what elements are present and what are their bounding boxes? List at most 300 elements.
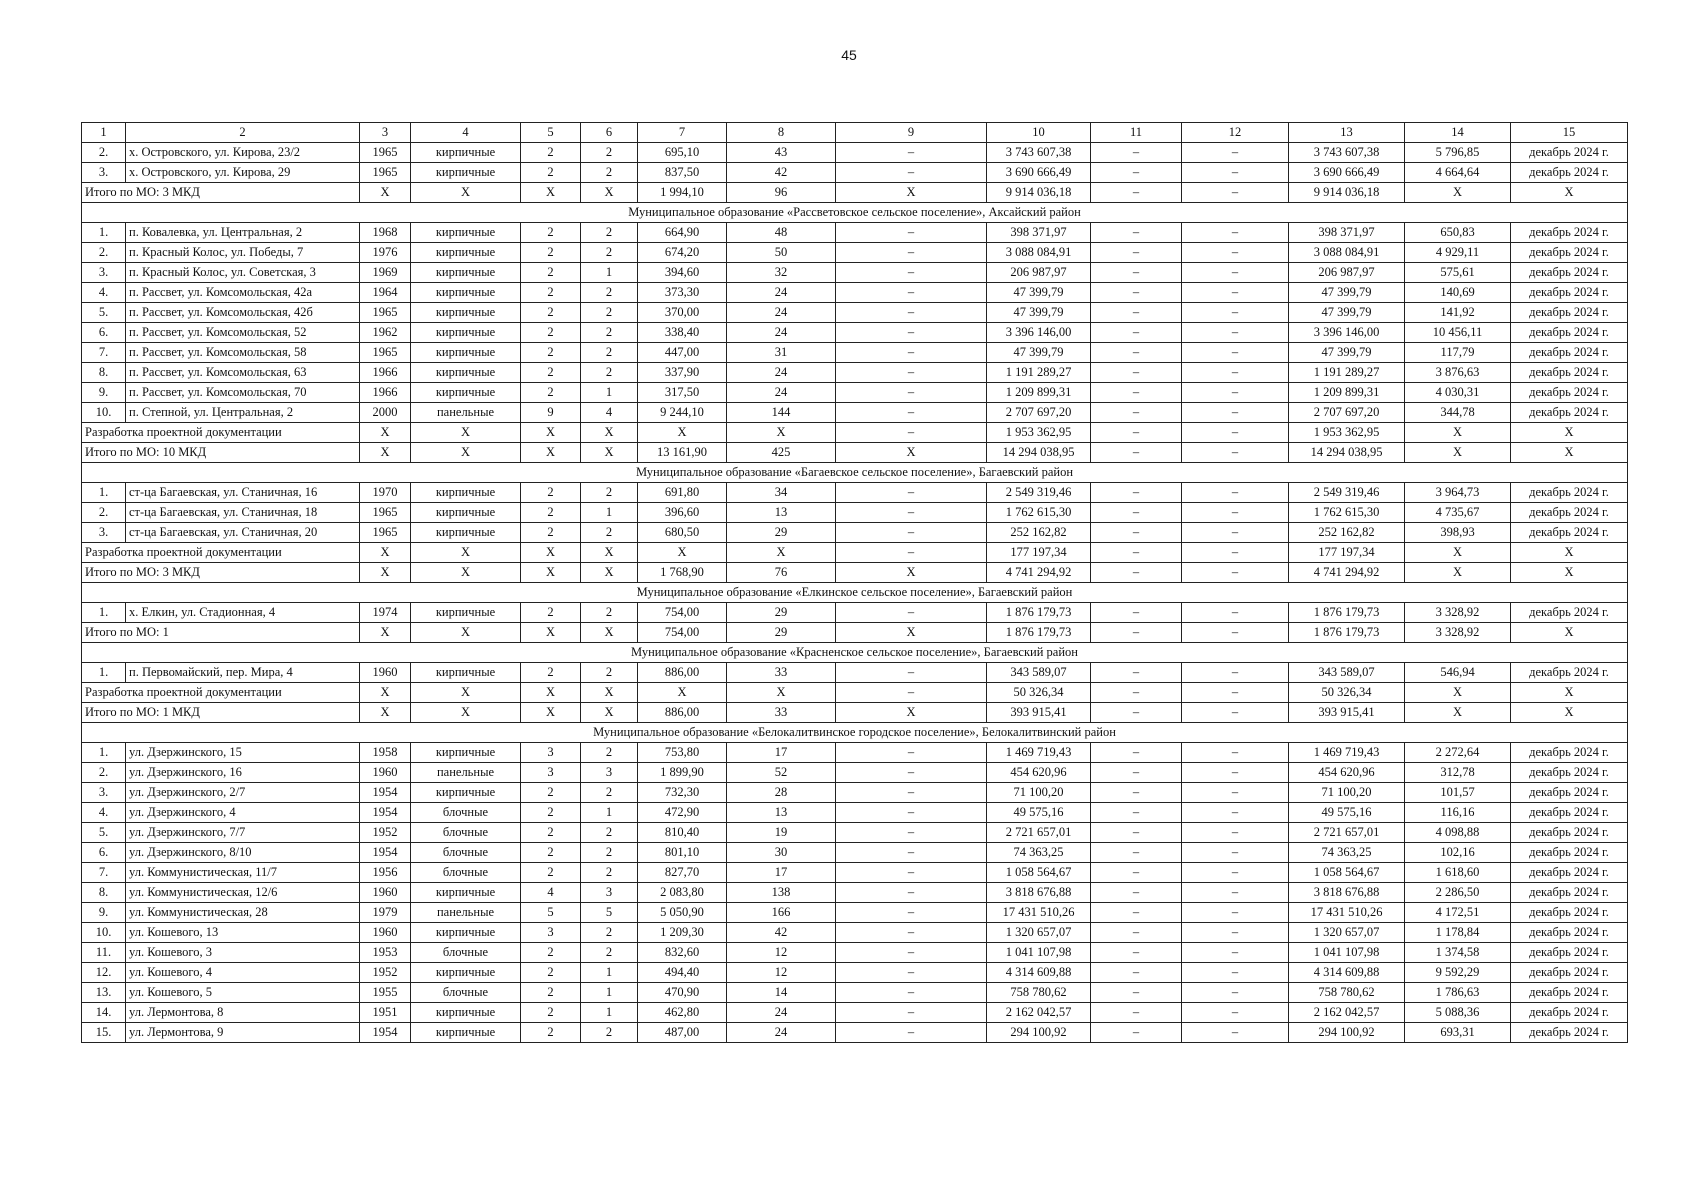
table-cell: 454 620,96 [987,763,1091,783]
address-cell: ул. Кошевого, 3 [126,943,360,963]
summary-cell: X [581,183,638,203]
table-cell: 2 721 657,01 [1289,823,1405,843]
table-cell: 206 987,97 [987,263,1091,283]
table-cell: 2 [521,943,581,963]
table-cell: – [836,743,987,763]
table-cell: 17 431 510,26 [987,903,1091,923]
summary-cell: X [727,683,836,703]
table-cell: 1968 [360,223,411,243]
table-row [82,363,1628,383]
section-header-row [82,203,1628,223]
table-cell: 30 [727,843,836,863]
summary-cell: X [1405,703,1511,723]
summary-cell: 1 768,90 [638,563,727,583]
table-cell: 398 371,97 [987,223,1091,243]
table-cell: 3 690 666,49 [1289,163,1405,183]
table-cell: 1960 [360,923,411,943]
table-cell: 47 399,79 [987,343,1091,363]
table-cell: декабрь 2024 г. [1511,963,1628,983]
table-cell: 24 [727,1023,836,1043]
table-cell: 2 707 697,20 [1289,403,1405,423]
table-cell: 47 399,79 [1289,343,1405,363]
table-cell: 2 707 697,20 [987,403,1091,423]
table-cell: 1 320 657,07 [1289,923,1405,943]
row-number: 1. [82,223,126,243]
table-cell: 1960 [360,883,411,903]
table-cell: 2 [521,663,581,683]
table-cell: декабрь 2024 г. [1511,143,1628,163]
table-cell: декабрь 2024 г. [1511,283,1628,303]
table-cell: 24 [727,283,836,303]
summary-cell: – [1182,623,1289,643]
table-cell: 24 [727,303,836,323]
table-cell: – [1091,943,1182,963]
table-cell: кирпичные [411,503,521,523]
table-cell: 1976 [360,243,411,263]
table-cell: 837,50 [638,163,727,183]
table-cell: декабрь 2024 г. [1511,163,1628,183]
summary-cell: X [581,423,638,443]
table-cell: 2 [581,863,638,883]
table-cell: – [836,383,987,403]
page-number: 45 [841,47,857,63]
table-cell: 2 721 657,01 [987,823,1091,843]
table-cell: 4 314 609,88 [1289,963,1405,983]
table-cell: 1979 [360,903,411,923]
table-cell: 2 [521,343,581,363]
summary-cell: X [836,443,987,463]
table-cell: – [1091,283,1182,303]
table-cell: 1 041 107,98 [1289,943,1405,963]
table-cell: – [836,483,987,503]
table-cell: 691,80 [638,483,727,503]
table-cell: 10 456,11 [1405,323,1511,343]
table-cell: 2 [521,163,581,183]
table-cell: – [1182,803,1289,823]
table-cell: 3 [521,763,581,783]
address-cell: ул. Лермонтова, 8 [126,1003,360,1023]
summary-label: Итого по МО: 1 [82,623,360,643]
summary-cell: 9 914 036,18 [987,183,1091,203]
table-cell: кирпичные [411,923,521,943]
table-cell: 2 [521,243,581,263]
table-cell: 117,79 [1405,343,1511,363]
table-cell: декабрь 2024 г. [1511,983,1628,1003]
table-cell: 2 [521,963,581,983]
table-cell: 1 [581,263,638,283]
summary-cell: 393 915,41 [987,703,1091,723]
table-cell: – [1182,403,1289,423]
column-number-cell: 2 [126,123,360,143]
address-cell: ул. Коммунистическая, 28 [126,903,360,923]
column-number-cell: 3 [360,123,411,143]
table-cell: декабрь 2024 г. [1511,483,1628,503]
table-cell: – [836,403,987,423]
table-cell: 343 589,07 [1289,663,1405,683]
summary-label: Итого по МО: 1 МКД [82,703,360,723]
summary-cell: 14 294 038,95 [1289,443,1405,463]
summary-cell: X [360,183,411,203]
row-number: 4. [82,803,126,823]
table-cell: 2 [521,483,581,503]
address-cell: ст-ца Багаевская, ул. Станичная, 18 [126,503,360,523]
summary-cell: X [836,183,987,203]
table-cell: 2 [521,263,581,283]
table-cell: – [1182,923,1289,943]
summary-cell: X [360,563,411,583]
table-cell: панельные [411,903,521,923]
row-number: 2. [82,243,126,263]
table-row [82,983,1628,1003]
table-cell: 1960 [360,663,411,683]
table-cell: 695,10 [638,143,727,163]
address-cell: п. Рассвет, ул. Комсомольская, 42а [126,283,360,303]
summary-cell: – [1091,423,1182,443]
table-cell: 312,78 [1405,763,1511,783]
table-cell: панельные [411,403,521,423]
table-cell: – [1182,303,1289,323]
table-cell: декабрь 2024 г. [1511,503,1628,523]
section-header-row [82,723,1628,743]
table-cell: – [1182,843,1289,863]
table-cell: 2 [581,603,638,623]
table-cell: – [836,303,987,323]
summary-label: Разработка проектной документации [82,423,360,443]
table-cell: – [836,243,987,263]
summary-label: Итого по МО: 10 МКД [82,443,360,463]
row-number: 1. [82,603,126,623]
summary-cell: 76 [727,563,836,583]
table-cell: 753,80 [638,743,727,763]
summary-cell: X [1511,683,1628,703]
table-cell: 2000 [360,403,411,423]
table-cell: 28 [727,783,836,803]
table-cell: 42 [727,163,836,183]
table-cell: 48 [727,223,836,243]
row-number: 7. [82,343,126,363]
table-cell: 138 [727,883,836,903]
table-row [82,1003,1628,1023]
table-cell: 2 [521,783,581,803]
table-cell: 2 [581,323,638,343]
table-cell: 1965 [360,503,411,523]
table-cell: 4 [581,403,638,423]
table-cell: 2 [521,363,581,383]
table-cell: 2 [521,143,581,163]
summary-row [82,443,1628,463]
row-number: 6. [82,843,126,863]
table-row [82,283,1628,303]
address-cell: п. Первомайский, пер. Мира, 4 [126,663,360,683]
table-cell: 166 [727,903,836,923]
table-row [82,343,1628,363]
row-number: 2. [82,503,126,523]
table-row [82,223,1628,243]
table-cell: 1 876 179,73 [1289,603,1405,623]
summary-cell: X [1405,423,1511,443]
table-cell: декабрь 2024 г. [1511,863,1628,883]
table-cell: 1 374,58 [1405,943,1511,963]
table-cell: – [1091,403,1182,423]
table-cell: 2 [581,663,638,683]
table-cell: 2 [581,1023,638,1043]
address-cell: ул. Дзержинского, 2/7 [126,783,360,803]
summary-cell: 9 914 036,18 [1289,183,1405,203]
table-cell: 2 [521,983,581,1003]
table-cell: – [1091,903,1182,923]
summary-cell: 754,00 [638,623,727,643]
table-cell: 1952 [360,963,411,983]
table-cell: 3 743 607,38 [987,143,1091,163]
address-cell: ул. Кошевого, 4 [126,963,360,983]
table-cell: 1 786,63 [1405,983,1511,1003]
table-cell: – [1091,363,1182,383]
table-cell: – [836,763,987,783]
table-cell: 2 [581,523,638,543]
table-cell: – [1182,663,1289,683]
table-cell: кирпичные [411,283,521,303]
table-cell: 3 [521,923,581,943]
table-cell: 398 371,97 [1289,223,1405,243]
summary-cell: X [521,703,581,723]
table-cell: декабрь 2024 г. [1511,243,1628,263]
table-cell: 140,69 [1405,283,1511,303]
table-cell: 32 [727,263,836,283]
table-row [82,403,1628,423]
summary-cell: X [411,703,521,723]
summary-cell: – [1091,543,1182,563]
table-cell: – [1182,943,1289,963]
summary-cell: X [360,543,411,563]
table-cell: 1 178,84 [1405,923,1511,943]
table-cell: 74 363,25 [1289,843,1405,863]
table-cell: 370,00 [638,303,727,323]
column-number-cell: 12 [1182,123,1289,143]
summary-cell: X [1511,183,1628,203]
table-cell: 252 162,82 [1289,523,1405,543]
table-row [82,963,1628,983]
column-number-cell: 6 [581,123,638,143]
table-row [82,483,1628,503]
table-cell: 680,50 [638,523,727,543]
address-cell: п. Рассвет, ул. Комсомольская, 42б [126,303,360,323]
summary-cell: 886,00 [638,703,727,723]
table-cell: 2 [581,743,638,763]
table-cell: 344,78 [1405,403,1511,423]
table-cell: – [1091,763,1182,783]
summary-cell: X [638,543,727,563]
address-cell: ул. Кошевого, 5 [126,983,360,1003]
table-row [82,883,1628,903]
summary-cell: X [836,703,987,723]
table-cell: 472,90 [638,803,727,823]
table-cell: 9 244,10 [638,403,727,423]
summary-label: Итого по МО: 3 МКД [82,183,360,203]
section-title: Муниципальное образование «Рассветовское сельское поселение», Аксайский район [82,203,1628,223]
table-cell: 801,10 [638,843,727,863]
address-cell: ул. Коммунистическая, 11/7 [126,863,360,883]
address-cell: п. Красный Колос, ул. Советская, 3 [126,263,360,283]
table-cell: – [836,923,987,943]
table-cell: 1 899,90 [638,763,727,783]
table-cell: 34 [727,483,836,503]
row-number: 5. [82,303,126,323]
table-cell: 2 [581,943,638,963]
row-number: 1. [82,743,126,763]
table-cell: – [836,983,987,1003]
table-row [82,243,1628,263]
table-cell: 294 100,92 [987,1023,1091,1043]
table-cell: 317,50 [638,383,727,403]
table-cell: 2 [581,823,638,843]
table-cell: 43 [727,143,836,163]
table-cell: 4 030,31 [1405,383,1511,403]
summary-cell: X [1511,423,1628,443]
table-cell: 47 399,79 [1289,283,1405,303]
summary-cell: 425 [727,443,836,463]
table-cell: 2 272,64 [1405,743,1511,763]
table-cell: 2 162 042,57 [1289,1003,1405,1023]
table-row [82,843,1628,863]
row-number: 6. [82,323,126,343]
summary-cell: – [836,683,987,703]
table-cell: – [836,223,987,243]
table-cell: декабрь 2024 г. [1511,363,1628,383]
table-cell: 1 209,30 [638,923,727,943]
table-cell: 2 [521,223,581,243]
table-cell: кирпичные [411,663,521,683]
table-cell: – [836,943,987,963]
table-cell: кирпичные [411,963,521,983]
row-number: 3. [82,163,126,183]
table-cell: 1960 [360,763,411,783]
table-cell: 2 [521,863,581,883]
table-cell: 29 [727,523,836,543]
summary-cell: X [581,683,638,703]
section-header-row [82,583,1628,603]
table-cell: 447,00 [638,343,727,363]
table-cell: – [1091,243,1182,263]
summary-cell: X [836,563,987,583]
table-cell: 2 [581,223,638,243]
table-cell: – [1182,483,1289,503]
summary-cell: X [521,543,581,563]
table-cell: декабрь 2024 г. [1511,263,1628,283]
section-title: Муниципальное образование «Елкинское сельское поселение», Багаевский район [82,583,1628,603]
table-cell: декабрь 2024 г. [1511,803,1628,823]
table-cell: 14 [727,983,836,1003]
summary-cell: X [836,623,987,643]
table-cell: – [836,503,987,523]
table-cell: 1 [581,383,638,403]
summary-cell: 177 197,34 [1289,543,1405,563]
table-cell: декабрь 2024 г. [1511,223,1628,243]
column-number-cell: 4 [411,123,521,143]
table-cell: 4 314 609,88 [987,963,1091,983]
address-cell: п. Ковалевка, ул. Центральная, 2 [126,223,360,243]
table-cell: декабрь 2024 г. [1511,743,1628,763]
table-cell: – [1091,163,1182,183]
table-cell: 2 [521,523,581,543]
table-cell: кирпичные [411,523,521,543]
summary-cell: X [1511,443,1628,463]
address-cell: ул. Коммунистическая, 12/6 [126,883,360,903]
table-cell: декабрь 2024 г. [1511,1003,1628,1023]
table-cell: 74 363,25 [987,843,1091,863]
address-cell: п. Степной, ул. Центральная, 2 [126,403,360,423]
table-row [82,783,1628,803]
summary-cell: X [727,543,836,563]
table-cell: – [1091,303,1182,323]
summary-cell: – [1091,623,1182,643]
table-cell: 5 050,90 [638,903,727,923]
table-cell: 2 549 319,46 [1289,483,1405,503]
summary-label: Итого по МО: 3 МКД [82,563,360,583]
table-cell: – [836,523,987,543]
row-number: 1. [82,483,126,503]
table-cell: 754,00 [638,603,727,623]
table-cell: 338,40 [638,323,727,343]
table-cell: 294 100,92 [1289,1023,1405,1043]
summary-cell: X [581,543,638,563]
column-number-cell: 11 [1091,123,1182,143]
table-row [82,943,1628,963]
table-cell: 1966 [360,363,411,383]
address-cell: п. Красный Колос, ул. Победы, 7 [126,243,360,263]
table-cell: 42 [727,923,836,943]
row-number: 1. [82,663,126,683]
summary-cell: X [727,423,836,443]
table-cell: 2 [581,483,638,503]
table-cell: – [1091,823,1182,843]
table-cell: 343 589,07 [987,663,1091,683]
table-row [82,863,1628,883]
table-cell: декабрь 2024 г. [1511,883,1628,903]
table-cell: – [1091,843,1182,863]
table-cell: 71 100,20 [987,783,1091,803]
table-cell: 2 [581,303,638,323]
table-cell: – [1091,343,1182,363]
address-cell: ул. Дзержинского, 8/10 [126,843,360,863]
table-cell: блочные [411,843,521,863]
summary-cell: – [1182,183,1289,203]
table-cell: 24 [727,363,836,383]
table-cell: 5 088,36 [1405,1003,1511,1023]
summary-cell: X [1405,443,1511,463]
table-cell: 1 058 564,67 [1289,863,1405,883]
table-row [82,383,1628,403]
table-row [82,523,1628,543]
table-cell: 2 [581,843,638,863]
table-cell: 1956 [360,863,411,883]
table-cell: 2 [581,923,638,943]
address-cell: ул. Лермонтова, 9 [126,1023,360,1043]
summary-cell: X [1405,183,1511,203]
summary-cell: X [521,623,581,643]
table-cell: 24 [727,1003,836,1023]
summary-cell: X [411,183,521,203]
table-cell: кирпичные [411,163,521,183]
table-cell: 394,60 [638,263,727,283]
table-cell: 52 [727,763,836,783]
table-cell: 3 [581,883,638,903]
column-number-cell: 13 [1289,123,1405,143]
table-cell: 2 [521,303,581,323]
table-cell: – [836,863,987,883]
table-cell: 29 [727,603,836,623]
table-cell: 2 [521,383,581,403]
table-cell: 47 399,79 [1289,303,1405,323]
